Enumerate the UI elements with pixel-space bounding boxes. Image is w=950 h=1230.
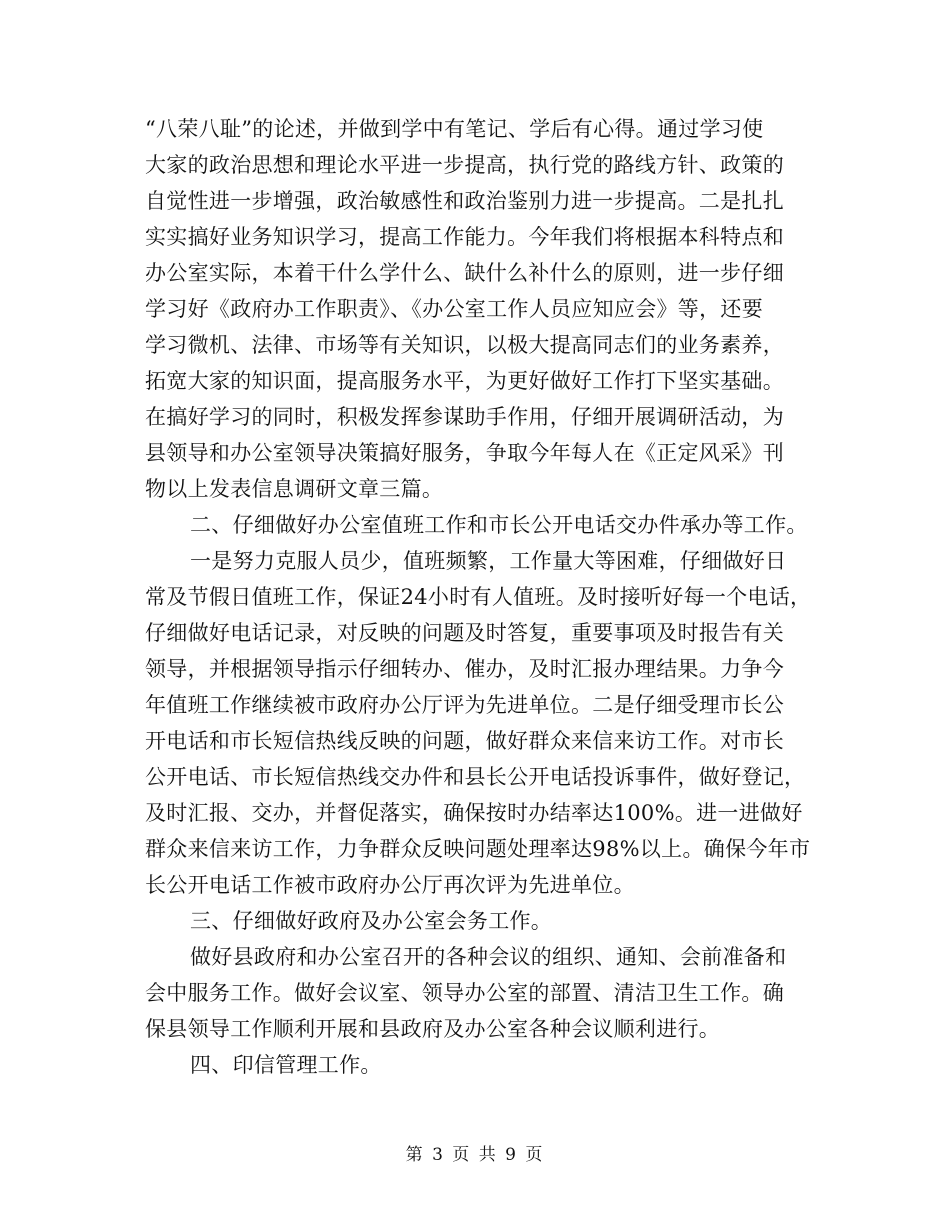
paragraph-line: 及时汇报、交办，并督促落实，确保按时办结率达100%。进一进做好 bbox=[145, 801, 803, 825]
paragraph-line: 一是努力克服人员少，值班频繁，工作量大等困难，仔细做好日 bbox=[190, 549, 787, 573]
paragraph-line: 学习好《政府办工作职责》、《办公室工作人员应知应会》等，还要 bbox=[145, 297, 763, 321]
paragraph-line: 自觉性进一步增强，政治敏感性和政治鉴别力进一步提高。二是扎扎 bbox=[145, 189, 784, 213]
paragraph-line: 领导，并根据领导指示仔细转办、催办，及时汇报办理结果。力争今 bbox=[145, 657, 784, 681]
paragraph-line: 长公开电话工作被市政府办公厅再次评为先进单位。 bbox=[145, 873, 635, 897]
paragraph-line: 开电话和市长短信热线反映的问题，做好群众来信来访工作。对市长 bbox=[145, 729, 784, 753]
paragraph-line: 年值班工作继续被市政府办公厅评为先进单位。二是仔细受理市长公 bbox=[145, 693, 784, 717]
paragraph-line: 在搞好学习的同时，积极发挥参谋助手作用，仔细开展调研活动，为 bbox=[145, 405, 784, 429]
paragraph-line: 会中服务工作。做好会议室、领导办公室的部置、清洁卫生工作。确 bbox=[145, 981, 784, 1005]
paragraph-line: 群众来信来访工作，力争群众反映问题处理率达98%以上。确保今年市 bbox=[145, 837, 811, 861]
section-heading: 三、仔细做好政府及办公室会务工作。 bbox=[190, 909, 553, 933]
paragraph-line: 保县领导工作顺利开展和县政府及办公室各种会议顺利进行。 bbox=[145, 1017, 721, 1041]
paragraph-line: 实实搞好业务知识学习，提高工作能力。今年我们将根据本科特点和 bbox=[145, 225, 784, 249]
paragraph-line: 拓宽大家的知识面，提高服务水平，为更好做好工作打下坚实基础。 bbox=[145, 369, 784, 393]
page-number-footer: 第 3 页 共 9 页 bbox=[405, 1145, 545, 1165]
paragraph-line: 物以上发表信息调研文章三篇。 bbox=[145, 477, 444, 501]
paragraph-line: 学习微机、法律、市场等有关知识，以极大提高同志们的业务素养， bbox=[145, 333, 784, 357]
paragraph-line: 常及节假日值班工作，保证24小时有人值班。及时接听好每一个电话， bbox=[145, 585, 812, 609]
paragraph-line: 仔细做好电话记录，对反映的问题及时答复，重要事项及时报告有关 bbox=[145, 621, 784, 645]
paragraph-line: 做好县政府和办公室召开的各种会议的组织、通知、会前准备和 bbox=[190, 945, 787, 969]
paragraph-line: 办公室实际，本着干什么学什么、缺什么补什么的原则，进一步仔细 bbox=[145, 261, 784, 285]
paragraph-line: 公开电话、市长短信热线交办件和县长公开电话投诉事件，做好登记， bbox=[145, 765, 806, 789]
paragraph-line: 大家的政治思想和理论水平进一步提高，执行党的路线方针、政策的 bbox=[145, 153, 784, 177]
paragraph-line: 县领导和办公室领导决策搞好服务，争取今年每人在《正定风采》刊 bbox=[145, 441, 784, 465]
section-heading: 四、印信管理工作。 bbox=[190, 1053, 382, 1077]
paragraph-line: “八荣八耻”的论述，并做到学中有笔记、学后有心得。通过学习使 bbox=[145, 117, 764, 141]
section-heading: 二、仔细做好办公室值班工作和市长公开电话交办件承办等工作。 bbox=[190, 513, 808, 537]
